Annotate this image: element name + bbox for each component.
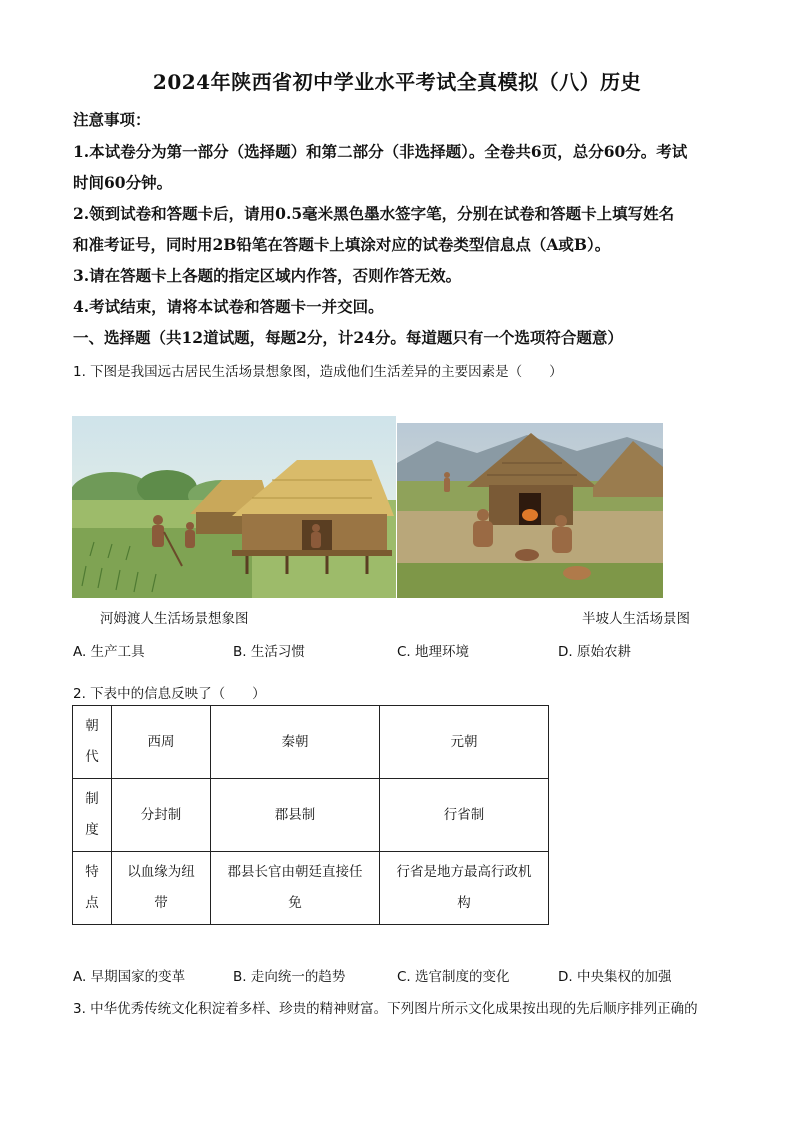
dynasty-system-table [72,705,549,925]
table-row [73,779,549,852]
notice-line: 时间60分钟。 [73,173,173,192]
q2-option-d[interactable]: D. 中央集权的加强 [558,969,672,985]
notice-line: 1.本试卷分为第一部分（选择题）和第二部分（非选择题）。全卷共6页，总分60分。考试 [73,142,688,161]
notice-heading: 注意事项： [73,110,151,129]
table-cell: 行省制 [380,779,549,852]
q1-option-d[interactable]: D. 原始农耕 [558,644,631,660]
question-3-stem: 3. 中华优秀传统文化积淀着多样、珍贵的精神财富。下列图片所示文化成果按出现的先后顺序排列正确的 [73,1001,698,1017]
exam-title: 2024年陕西省初中学业水平考试全真模拟（八）历史 [152,70,642,94]
question-2-stem: 2. 下表中的信息反映了（ ） [73,686,266,702]
q2-option-c[interactable]: C. 选官制度的变化 [397,969,510,985]
table-header-cell: 制 度 [73,779,112,852]
table-cell: 郡县长官由朝廷直接任 免 [211,852,380,925]
notice-line: 和准考证号，同时用2B铅笔在答题卡上填涂对应的试卷类型信息点（A或B）。 [73,235,611,254]
table-cell: 行省是地方最高行政机 构 [380,852,549,925]
table-header-cell: 朝 代 [73,706,112,779]
table-cell: 以血缘为纽 带 [112,852,211,925]
table-cell: 分封制 [112,779,211,852]
hemudu-scene-image [72,416,396,598]
q2-option-b[interactable]: B. 走向统一的趋势 [233,969,346,985]
notice-line: 2.领到试卷和答题卡后，请用0.5毫米黑色墨水签字笔，分别在试卷和答题卡上填写姓名 [73,204,675,223]
caption-banpo: 半坡人生活场景图 [582,611,690,627]
q1-option-c[interactable]: C. 地理环境 [397,644,470,660]
section-heading: 一、选择题（共12道试题，每题2分，计24分。每道题只有一个选项符合题意） [73,328,623,347]
table-cell: 郡县制 [211,779,380,852]
question-1-stem: 1. 下图是我国远古居民生活场景想象图，造成他们生活差异的主要因素是（ ） [73,364,563,380]
table-cell: 西周 [112,706,211,779]
table-row [73,852,549,925]
caption-hemudu: 河姆渡人生活场景想象图 [100,611,249,627]
banpo-scene-image [397,423,663,598]
table-header-cell: 特 点 [73,852,112,925]
table-cell: 秦朝 [211,706,380,779]
notice-line: 4.考试结束，请将本试卷和答题卡一并交回。 [73,297,384,316]
notice-line: 3.请在答题卡上各题的指定区域内作答，否则作答无效。 [73,266,462,285]
q1-option-a[interactable]: A. 生产工具 [73,644,145,660]
q1-option-b[interactable]: B. 生活习惯 [233,644,305,660]
table-cell: 元朝 [380,706,549,779]
q2-option-a[interactable]: A. 早期国家的变革 [73,969,186,985]
table-row [73,706,549,779]
